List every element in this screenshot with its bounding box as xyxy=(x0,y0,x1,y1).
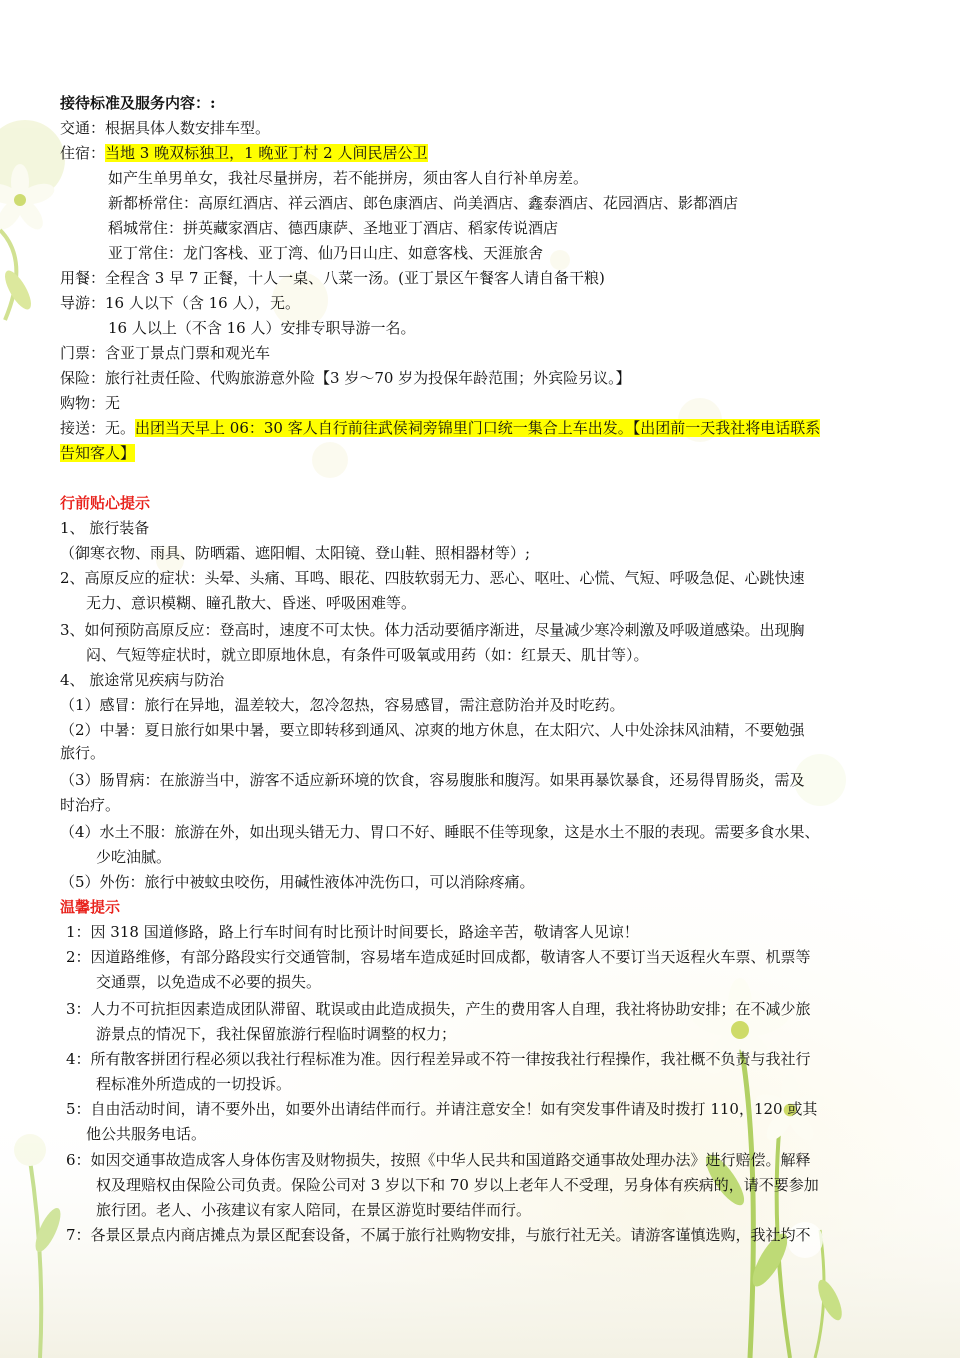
warm-4-cont: 程标准外所造成的一切投诉。 xyxy=(96,1075,292,1093)
warm-2-cont: 交通票，以免造成不必要的损失。 xyxy=(96,973,322,991)
tip-1: 1、 旅行装备 xyxy=(60,519,150,537)
tip-3-cont: 闷、气短等症状时，就立即原地休息，有条件可吸氧或用药（如：红景天、肌甘等）。 xyxy=(86,646,649,664)
warm-3: 3：人力不可抗拒因素造成团队滞留、耽误或由此造成损失，产生的费用客人自理，我社将协助安排；在不减少旅 xyxy=(66,1000,811,1018)
lodging-row: 住宿：当地 3 晚双标独卫，1 晚亚丁村 2 人间民居公卫 xyxy=(60,144,428,162)
tip-4: 4、 旅途常见疾病与防治 xyxy=(60,671,225,689)
meals-row: 用餐：全程含 3 早 7 正餐，十人一桌、八菜一汤。(亚丁景区午餐客人请自备干粮) xyxy=(60,269,605,287)
tickets-row: 门票：含亚丁景点门票和观光车 xyxy=(60,344,271,362)
lodging-line-5: 亚丁常住：龙门客栈、亚丁湾、仙乃日山庄、如意客栈、天涯旅舍 xyxy=(108,244,544,262)
lodging-line-2: 如产生单男单女，我社尽量拼房，若不能拼房，须由客人自行补单房差。 xyxy=(108,169,589,187)
lodging-line-4: 稻城常住：拼英藏家酒店、德西康萨、圣地亚丁酒店、稻家传说酒店 xyxy=(108,219,559,237)
tip-4-3: （3）肠胃病：在旅游当中，游客不适应新环境的饮食，容易腹胀和腹泻。如果再暴饮暴食，还易得胃肠炎，需及 xyxy=(60,771,805,789)
warm-3-cont: 游景点的情况下，我社保留旅游行程临时调整的权力； xyxy=(96,1025,457,1043)
warm-5: 5：自由活动时间，请不要外出，如要外出请结伴而行。并请注意安全！如有突发事件请及时拨打 110，120 或其 xyxy=(66,1100,818,1118)
tip-4-4: （4）水土不服：旅游在外，如出现头错无力、胃口不好、睡眠不佳等现象，这是水土不服的表现。需要多食水果、 xyxy=(60,823,820,841)
tip-4-1: （1）感冒：旅行在异地，温差较大，忽冷忽热，容易感冒，需注意防治并及时吃药。 xyxy=(60,696,625,714)
tip-4-2-cont: 旅行。 xyxy=(60,744,106,762)
warm-1: 1：因 318 国道修路，路上行车时间有时比预计时间要长，路途辛苦，敬请客人见谅！ xyxy=(66,923,639,941)
tip-1-items: （御寒衣物、雨具、防晒霜、遮阳帽、太阳镜、登山鞋、照相器材等）; xyxy=(60,544,531,562)
warm-6: 6：如因交通事故造成客人身体伤害及财物损失，按照《中华人民共和国道路交通事故处理办法》进行赔偿。解释 xyxy=(66,1151,811,1169)
tip-4-5: （5）外伤：旅行中被蚊虫咬伤，用碱性液体冲洗伤口，可以消除疼痛。 xyxy=(60,873,535,891)
guide-row: 导游：16 人以下（含 16 人），无。 xyxy=(60,294,300,312)
lodging-highlight: 当地 3 晚双标独卫，1 晚亚丁村 2 人间民居公卫 xyxy=(105,144,428,162)
insurance-row: 保险：旅行社责任险、代购旅游意外险【3 岁～70 岁为投保年龄范围；外宾险另议。】 xyxy=(60,369,631,387)
service-heading: 接待标准及服务内容：: xyxy=(60,94,216,112)
warm-2: 2：因道路维修，有部分路段实行交通管制，容易堵车造成延时回成都，敬请客人不要订当天返程火车票、机票等 xyxy=(66,948,811,966)
tip-3: 3、如何预防高原反应：登高时，速度不可太快。体力活动要循序渐进，尽量减少寒冷刺激及呼吸道感染。出现胸 xyxy=(60,621,805,639)
tips-title: 行前贴心提示 xyxy=(60,494,151,512)
tip-2: 2、高原反应的症状：头晕、头痛、耳鸣、眼花、四肢软弱无力、恶心、呕吐、心慌、气短、呼吸急促、心跳快速 xyxy=(60,569,805,587)
warm-5-cont: 他公共服务电话。 xyxy=(86,1125,207,1143)
warm-title: 温馨提示 xyxy=(60,898,121,916)
tip-4-3-cont: 时治疗。 xyxy=(60,796,121,814)
transfer-highlight: 出团当天早上 06：30 客人自行前往武侯祠旁锦里门口统一集合上车出发。【出团前一天我社将电话联系 xyxy=(135,419,821,437)
warm-7: 7：各景区景点内商店摊点为景区配套设备，不属于旅行社购物安排，与旅行社无关。请游客谨慎选购，我社均不 xyxy=(66,1226,811,1244)
tip-4-4-cont: 少吃油腻。 xyxy=(96,848,172,866)
traffic-row: 交通：根据具体人数安排车型。 xyxy=(60,119,271,137)
shopping-row: 购物：无 xyxy=(60,394,121,412)
warm-6-cont: 权及理赔权由保险公司负责。保险公司对 3 岁以下和 70 岁以上老年人不受理，另身体有疾病的，请不要参加 xyxy=(96,1176,819,1194)
tip-2-cont: 无力、意识模糊、瞳孔散大、昏迷、呼吸困难等。 xyxy=(86,594,417,612)
guide-line-2: 16 人以上（不含 16 人）安排专职导游一名。 xyxy=(108,319,416,337)
tip-4-2: （2）中暑：夏日旅行如果中暑，要立即转移到通风、凉爽的地方休息，在太阳穴、人中处涂抹风油精，不要勉强 xyxy=(60,721,805,739)
transfer-row: 接送：无。出团当天早上 06：30 客人自行前往武侯祠旁锦里门口统一集合上车出发。【出团前一天我社将电话联系 xyxy=(60,419,821,437)
warm-6-cont-2: 旅行团。老人、小孩建议有家人陪同，在景区游览时要结伴而行。 xyxy=(96,1201,532,1219)
warm-4: 4：所有散客拼团行程必须以我社行程标准为准。因行程差异或不符一律按我社行程操作，我社概不负责与我社行 xyxy=(66,1050,811,1068)
transfer-row-2: 告知客人】 xyxy=(60,444,136,462)
lodging-line-3: 新都桥常住：高原红酒店、祥云酒店、郎色康酒店、尚美酒店、鑫泰酒店、花园酒店、影都酒店 xyxy=(108,194,739,212)
